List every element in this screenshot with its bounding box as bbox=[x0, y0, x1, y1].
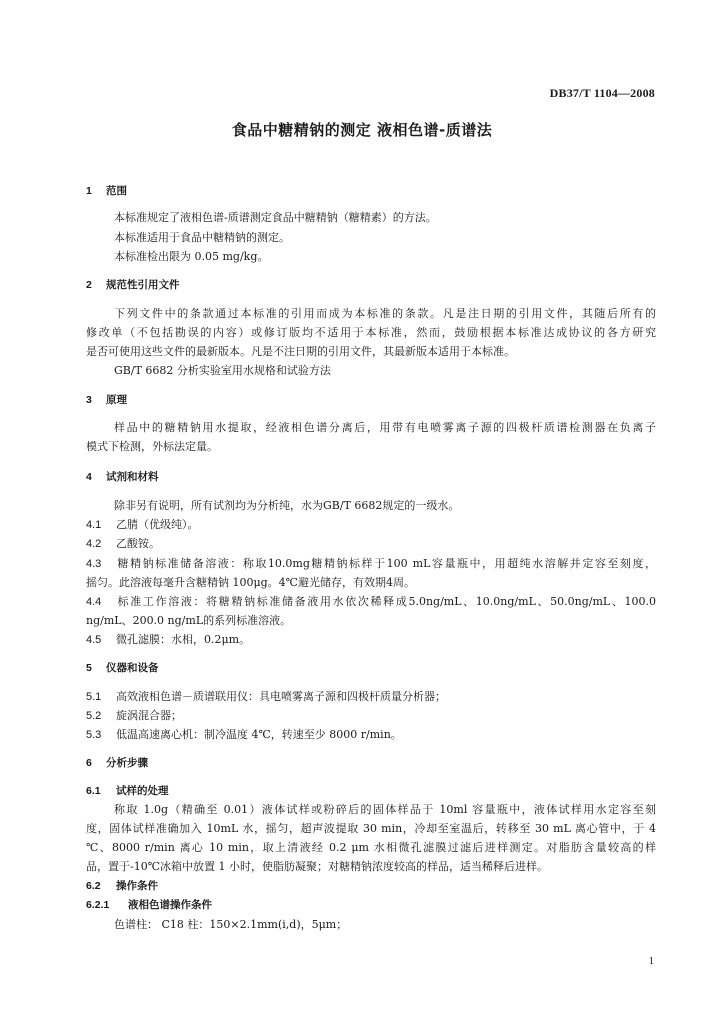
list-item bbox=[86, 709, 656, 723]
item-number: 4.2 bbox=[86, 538, 102, 550]
section-number: 5 bbox=[86, 662, 92, 674]
section-title: 原理 bbox=[106, 394, 127, 406]
paragraph-line: 色谱柱： C18 柱：150×2.1mm(i,d)，5μm； bbox=[114, 918, 348, 931]
item-text: 低温高速离心机：制冷温度 4℃，转速至少 8000 r/min。 bbox=[116, 728, 402, 741]
item-number: 5.3 bbox=[86, 729, 102, 741]
item-continuation: ng/mL、200.0 ng/mL的系列标准溶液。 bbox=[86, 614, 292, 627]
section-title: 规范性引用文件 bbox=[106, 279, 180, 291]
list-item bbox=[86, 557, 656, 571]
subsection-number: 6.2.1 bbox=[86, 899, 110, 911]
section-number: 2 bbox=[86, 279, 92, 291]
paragraph-line: 除非另有说明，所有试剂均为分析纯，水为GB/T 6682规定的一级水。 bbox=[114, 499, 460, 512]
section-title: 试剂和材料 bbox=[106, 471, 159, 483]
standard-code: DB37/T 1104—2008 bbox=[549, 86, 655, 100]
paragraph-line: 下列文件中的条款通过本标准的引用而成为本标准的条款。凡是注日期的引用文件，其随后所有的 bbox=[114, 307, 656, 320]
subsection-title: 试样的处理 bbox=[116, 785, 169, 797]
list-item bbox=[86, 537, 656, 551]
item-number: 4.1 bbox=[86, 519, 102, 531]
section-title: 仪器和设备 bbox=[106, 662, 159, 674]
section-6-heading bbox=[86, 756, 656, 770]
item-text: 乙腈（优级纯）。 bbox=[116, 518, 199, 531]
list-item bbox=[86, 518, 656, 532]
subsection-number: 6.1 bbox=[86, 785, 101, 797]
section-1-heading bbox=[86, 184, 656, 198]
section-title: 范围 bbox=[106, 185, 127, 197]
section-number: 6 bbox=[86, 757, 92, 769]
item-number: 5.1 bbox=[86, 691, 102, 703]
item-continuation: 摇匀。此溶液每毫升含糖精钠 100μg。4℃避光储存，有效期4周。 bbox=[86, 576, 415, 589]
section-number: 1 bbox=[86, 185, 92, 197]
list-item bbox=[86, 690, 656, 704]
item-number: 4.4 bbox=[86, 596, 102, 608]
section-number: 3 bbox=[86, 394, 92, 406]
paragraph-line: 是否可使用这些文件的最新版本。凡是不注日期的引用文件，其最新版本适用于本标准。 bbox=[86, 345, 515, 358]
item-number: 4.5 bbox=[86, 634, 102, 646]
paragraph-line: 修改单（不包括勘误的内容）或修订版均不适用于本标准，然而，鼓励根据本标准达成协议的各方研究 bbox=[86, 326, 656, 339]
item-text: 微孔滤膜：水相，0.2μm。 bbox=[116, 633, 251, 646]
subsection-heading bbox=[86, 898, 656, 912]
section-5-heading bbox=[86, 661, 656, 675]
section-4-heading bbox=[86, 470, 656, 484]
item-text: 旋涡混合器； bbox=[116, 709, 182, 722]
paragraph-line: 品，置于-10℃冰箱中放置 1 小时，使脂肪凝聚；对糖精钠浓度较高的样品，适当稀释后进样。 bbox=[86, 860, 549, 873]
subsection-title: 液相色谱操作条件 bbox=[128, 899, 212, 911]
paragraph-line: 样品中的糖精钠用水提取，经液相色谱分离后，用带有电喷雾离子源的四极杆质谱检测器在负离子 bbox=[114, 421, 656, 434]
paragraph-line: 本标准适用于食品中糖精钠的测定。 bbox=[114, 231, 290, 244]
list-item bbox=[86, 728, 656, 742]
subsection-title: 操作条件 bbox=[116, 880, 158, 892]
section-3-heading bbox=[86, 393, 656, 407]
reference-line: GB/T 6682 分析实验室用水规格和试验方法 bbox=[114, 364, 331, 377]
list-item bbox=[86, 595, 656, 609]
section-number: 4 bbox=[86, 471, 92, 483]
item-number: 4.3 bbox=[86, 558, 102, 570]
item-text: 乙酸铵。 bbox=[116, 537, 160, 550]
subsection-heading bbox=[86, 879, 656, 893]
subsection-heading bbox=[86, 784, 656, 798]
paragraph-line: 称取 1.0g（精确至 0.01）液体试样或粉碎后的固体样品于 10ml 容量瓶中，液体试样用水定容至刻 bbox=[114, 803, 656, 816]
item-text: 糖精钠标准储备溶液：称取10.0mg糖精钠标样于100 mL容量瓶中，用超纯水溶解并定容至刻度， bbox=[116, 557, 656, 570]
subsection-number: 6.2 bbox=[86, 880, 101, 892]
paragraph-line: ℃、8000 r/min 离心 10 min，取上清液经 0.2 μm 水相微孔滤膜过滤后进样测定。对脂肪含量较高的样 bbox=[86, 841, 656, 854]
list-item bbox=[86, 633, 656, 647]
paragraph-line: 本标准规定了液相色谱-质谱测定食品中糖精钠（糖精素）的方法。 bbox=[114, 211, 437, 224]
paragraph-line: 度，固体试样准确加入 10mL 水，摇匀，超声波提取 30 min，冷却至室温后，转移至 30 mL 离心管中，于 4 bbox=[86, 822, 656, 835]
paragraph-line: 模式下检测，外标法定量。 bbox=[86, 440, 218, 453]
item-text: 高效液相色谱－质谱联用仪：具电喷雾离子源和四极杆质量分析器； bbox=[116, 690, 446, 703]
paragraph-line: 本标准检出限为 0.05 mg/kg。 bbox=[114, 250, 269, 263]
section-title: 分析步骤 bbox=[106, 757, 148, 769]
document-title: 食品中糖精钠的测定 液相色谱-质谱法 bbox=[231, 121, 493, 139]
item-number: 5.2 bbox=[86, 710, 102, 722]
section-2-heading bbox=[86, 278, 656, 292]
item-text: 标准工作溶液：将糖精钠标准储备液用水依次稀释成5.0ng/mL、10.0ng/mL、50.0ng/mL、100.0 bbox=[116, 595, 656, 608]
page-number: 1 bbox=[648, 955, 654, 967]
